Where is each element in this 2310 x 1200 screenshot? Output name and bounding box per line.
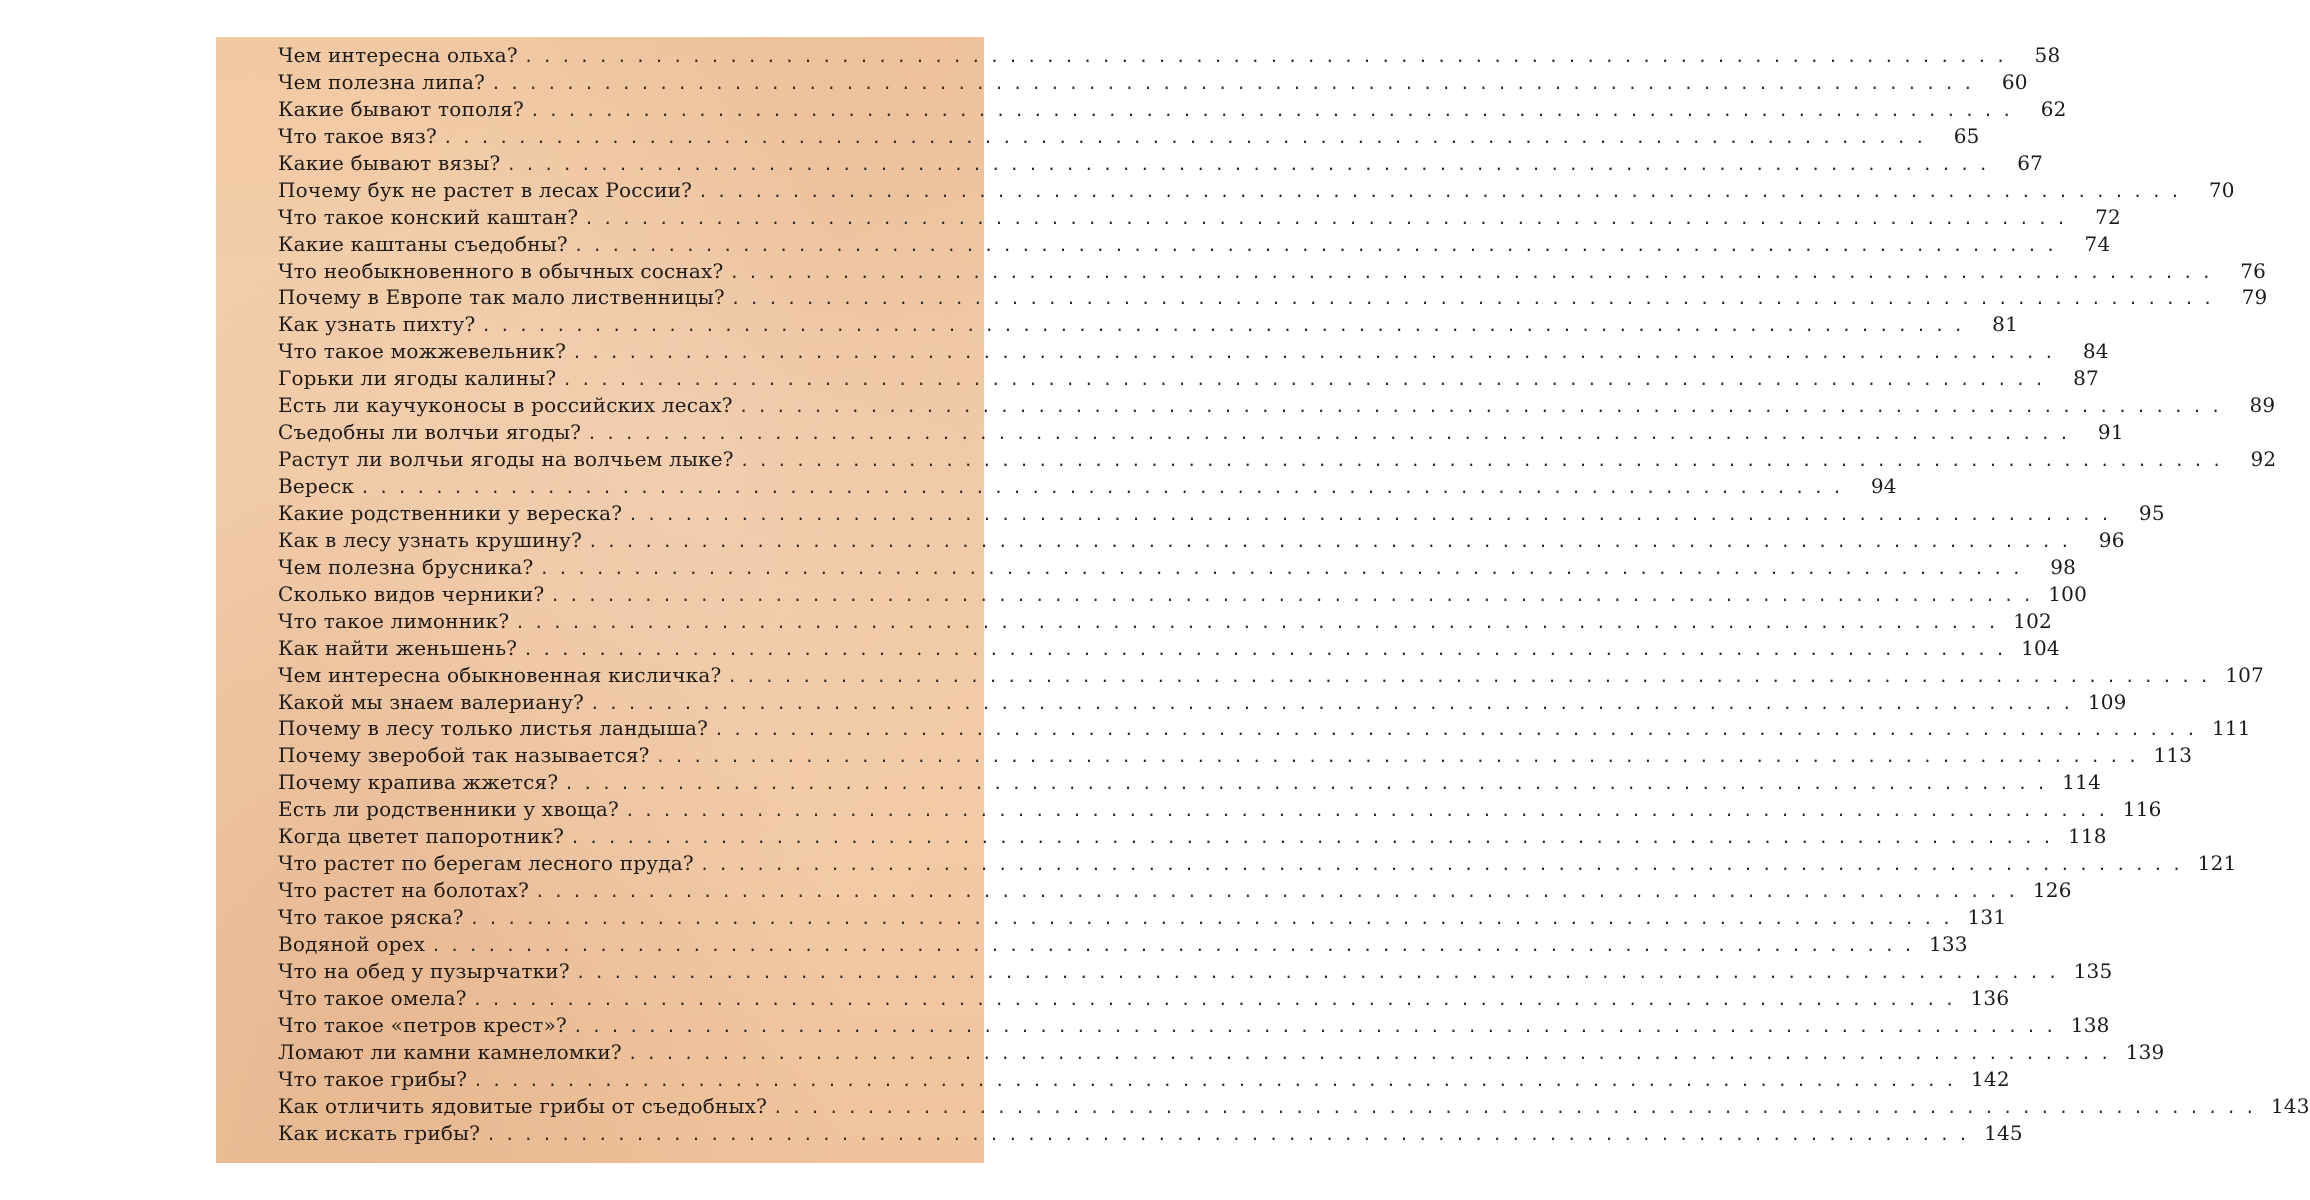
toc-entry-title: Что необыкновенного в обычных соснах? bbox=[278, 258, 724, 283]
toc-dot-leader: ................................................................................ bbox=[584, 208, 2075, 228]
toc-entry-page-number: 109 bbox=[2087, 689, 2127, 714]
toc-entry bbox=[278, 770, 2101, 797]
toc-entry bbox=[278, 554, 2077, 582]
toc-entry-page-number: 91 bbox=[2097, 420, 2124, 445]
toc-dot-leader: ................................................................................ bbox=[529, 100, 2021, 120]
toc-dot-leader: ................................................................................ bbox=[562, 370, 2053, 390]
toc-entry bbox=[278, 150, 2044, 178]
table-of-contents bbox=[278, 43, 2310, 1147]
toc-entry-page-number: 79 bbox=[2241, 285, 2268, 310]
toc-entry-page-number: 118 bbox=[2067, 824, 2107, 849]
toc-dot-leader: ................................................................................ bbox=[473, 1070, 1964, 1090]
toc-entry bbox=[278, 123, 1980, 151]
toc-entry-page-number: 121 bbox=[2197, 851, 2237, 876]
toc-entry bbox=[278, 258, 2267, 286]
toc-dot-leader: ................................................................................ bbox=[587, 424, 2078, 444]
toc-entry bbox=[278, 635, 2060, 663]
toc-entry-page-number: 74 bbox=[2084, 231, 2111, 256]
toc-dot-leader: ................................................................................ bbox=[727, 666, 2219, 686]
toc-entry bbox=[278, 958, 2113, 986]
toc-entry-page-number: 70 bbox=[2208, 177, 2235, 202]
toc-entry-page-number: 76 bbox=[2240, 258, 2267, 283]
toc-entry bbox=[278, 447, 2277, 474]
toc-entry-page-number: 72 bbox=[2095, 204, 2121, 229]
toc-entry-title: Вереск bbox=[278, 474, 355, 498]
toc-entry bbox=[278, 743, 2193, 770]
toc-entry bbox=[278, 985, 2010, 1013]
toc-entry-title: Что такое грибы? bbox=[278, 1066, 468, 1091]
toc-dot-leader: ................................................................................ bbox=[575, 962, 2067, 982]
toc-entry-page-number: 133 bbox=[1928, 931, 1968, 956]
toc-entry-page-number: 113 bbox=[2153, 743, 2193, 768]
toc-entry-title: Что такое «петров крест»? bbox=[278, 1012, 567, 1037]
toc-dot-leader: ................................................................................ bbox=[523, 639, 2014, 659]
toc-entry-page-number: 81 bbox=[1992, 312, 2019, 337]
toc-entry-title: Ломают ли камни камнеломки? bbox=[278, 1039, 622, 1064]
toc-dot-leader: ................................................................................ bbox=[539, 558, 2031, 578]
toc-entry-title: Какой мы знаем валериану? bbox=[278, 689, 584, 714]
toc-entry bbox=[278, 393, 2276, 420]
toc-entry-title: Как в лесу узнать крушину? bbox=[278, 527, 582, 552]
toc-entry-title: Что такое ряска? bbox=[278, 905, 464, 929]
toc-dot-leader: ................................................................................ bbox=[655, 747, 2147, 767]
toc-entry-page-number: 87 bbox=[2073, 366, 2099, 391]
toc-entry bbox=[278, 931, 1968, 959]
toc-entry-page-number: 131 bbox=[1967, 905, 2007, 929]
toc-dot-leader: ................................................................................ bbox=[628, 504, 2119, 524]
toc-entry-title: Чем полезна брусника? bbox=[278, 554, 534, 579]
toc-dot-leader: ................................................................................ bbox=[550, 585, 2041, 605]
toc-entry-title: Какие каштаны съедобны? bbox=[278, 231, 568, 256]
toc-entry-page-number: 138 bbox=[2070, 1012, 2110, 1037]
toc-dot-leader: ................................................................................ bbox=[491, 73, 1982, 93]
toc-entry-title: Что на обед у пузырчатки? bbox=[278, 958, 570, 983]
toc-entry bbox=[278, 716, 2251, 743]
toc-dot-leader: ................................................................................ bbox=[730, 289, 2222, 309]
toc-dot-leader: ................................................................................ bbox=[699, 855, 2191, 875]
toc-entry-title: Что такое вяз? bbox=[278, 123, 437, 148]
toc-entry bbox=[278, 69, 2028, 97]
toc-dot-leader: ................................................................................ bbox=[523, 47, 2015, 66]
toc-entry bbox=[278, 608, 2052, 636]
toc-dot-leader: ................................................................................ bbox=[739, 451, 2231, 471]
toc-entry bbox=[278, 1066, 2010, 1094]
toc-dot-leader: ................................................................................ bbox=[624, 801, 2116, 821]
toc-entry-page-number: 126 bbox=[2032, 878, 2072, 903]
toc-entry-title: Что растет на болотах? bbox=[278, 878, 530, 903]
toc-entry bbox=[278, 1012, 2110, 1040]
toc-entry-title: Какие бывают тополя? bbox=[278, 96, 524, 121]
toc-dot-leader: ................................................................................ bbox=[729, 262, 2221, 282]
toc-entry bbox=[278, 797, 2162, 824]
toc-entry-title: Сколько видов черники? bbox=[278, 581, 545, 606]
toc-entry-title: Съедобны ли волчьи ягоды? bbox=[278, 420, 582, 445]
toc-entry-page-number: 98 bbox=[2050, 554, 2077, 579]
toc-entry-title: Что такое лимонник? bbox=[278, 608, 510, 633]
toc-entry-page-number: 116 bbox=[2122, 797, 2162, 822]
toc-entry-title: Есть ли родственники у хвоща? bbox=[278, 797, 619, 822]
toc-entry bbox=[278, 96, 2067, 124]
toc-entry bbox=[278, 312, 2019, 339]
toc-entry bbox=[278, 878, 2072, 905]
toc-entry-title: Почему в Европе так мало лиственницы? bbox=[278, 285, 725, 310]
toc-entry-title: Что такое конский каштан? bbox=[278, 204, 579, 229]
toc-entry bbox=[278, 851, 2237, 878]
toc-entry bbox=[278, 204, 2121, 232]
toc-entry-title: Что растет по берегам лесного пруда? bbox=[278, 851, 694, 876]
toc-entry-page-number: 143 bbox=[2270, 1093, 2310, 1118]
toc-entry-page-number: 60 bbox=[2001, 69, 2028, 94]
toc-entry-title: Почему зверобой так называется? bbox=[278, 743, 650, 768]
toc-entry-title: Какие родственники у вереска? bbox=[278, 500, 623, 525]
toc-entry bbox=[278, 581, 2087, 609]
toc-entry-title: Водяной орех bbox=[278, 931, 426, 956]
toc-entry-page-number: 65 bbox=[1953, 123, 1980, 148]
toc-entry-page-number: 89 bbox=[2249, 393, 2276, 418]
toc-entry bbox=[278, 1039, 2165, 1067]
toc-entry bbox=[278, 339, 2109, 366]
toc-entry-title: Что такое можжевельник? bbox=[278, 339, 567, 364]
toc-dot-leader: ................................................................................ bbox=[627, 1043, 2119, 1063]
toc-entry-title: Почему бук не растет в лесах России? bbox=[278, 177, 693, 202]
toc-entry bbox=[278, 905, 2007, 932]
toc-entry-page-number: 136 bbox=[1970, 985, 2010, 1010]
toc-entry-title: Есть ли каучуконосы в российских лесах? bbox=[278, 393, 733, 418]
toc-entry-title: Когда цветет папоротник? bbox=[278, 824, 565, 849]
toc-dot-leader: ................................................................................ bbox=[588, 531, 2079, 551]
toc-entry bbox=[278, 474, 1897, 501]
toc-entry bbox=[278, 527, 2125, 555]
toc-entry-page-number: 84 bbox=[2082, 339, 2109, 364]
toc-entry-page-number: 95 bbox=[2138, 500, 2165, 525]
toc-entry bbox=[278, 285, 2268, 312]
toc-dot-leader: ................................................................................ bbox=[589, 693, 2081, 713]
toc-entry-page-number: 114 bbox=[2062, 770, 2101, 795]
toc-entry bbox=[278, 177, 2235, 205]
toc-entry-title: Чем интересна обыкновенная кисличка? bbox=[278, 662, 722, 687]
toc-entry bbox=[278, 500, 2165, 528]
toc-entry-page-number: 67 bbox=[2017, 150, 2044, 175]
toc-dot-leader: ................................................................................ bbox=[572, 1016, 2064, 1036]
toc-dot-leader: ................................................................................ bbox=[698, 181, 2189, 201]
toc-entry-page-number: 111 bbox=[2211, 716, 2251, 741]
toc-dot-leader: ................................................................................ bbox=[469, 909, 1961, 928]
toc-entry bbox=[278, 824, 2107, 851]
toc-entry-title: Как отличить ядовитые грибы от съедобных? bbox=[278, 1093, 768, 1118]
toc-entry-page-number: 100 bbox=[2048, 581, 2087, 606]
toc-entry bbox=[278, 231, 2111, 259]
toc-entry-title: Чем интересна ольха? bbox=[278, 43, 518, 67]
toc-dot-leader: ................................................................................ bbox=[442, 127, 1934, 147]
toc-dot-leader: ................................................................................ bbox=[773, 1097, 2264, 1117]
toc-dot-leader: ................................................................................ bbox=[572, 343, 2063, 363]
toc-dot-leader: ................................................................................ bbox=[714, 720, 2205, 740]
toc-entry-page-number: 145 bbox=[1984, 1120, 2023, 1145]
toc-entry-page-number: 58 bbox=[2034, 43, 2061, 67]
toc-dot-leader: ................................................................................ bbox=[506, 154, 1998, 174]
toc-entry-page-number: 92 bbox=[2250, 447, 2277, 472]
toc-dot-leader: ................................................................................ bbox=[573, 235, 2065, 255]
toc-entry-page-number: 139 bbox=[2125, 1039, 2165, 1064]
toc-entry bbox=[278, 1120, 2023, 1148]
toc-entry-title: Чем полезна липа? bbox=[278, 69, 486, 94]
toc-dot-leader: ................................................................................ bbox=[360, 478, 1851, 497]
toc-entry bbox=[278, 662, 2265, 690]
toc-entry-title: Почему в лесу только листья ландыша? bbox=[278, 716, 709, 741]
toc-dot-leader: ................................................................................ bbox=[535, 882, 2026, 902]
toc-entry-page-number: 102 bbox=[2013, 608, 2052, 633]
toc-entry-page-number: 107 bbox=[2225, 662, 2265, 687]
toc-entry-title: Горьки ли ягоды калины? bbox=[278, 366, 557, 391]
toc-dot-leader: ................................................................................ bbox=[738, 397, 2230, 417]
toc-entry-page-number: 62 bbox=[2040, 96, 2067, 121]
toc-entry-title: Как найти женьшень? bbox=[278, 635, 518, 660]
toc-entry-title: Какие бывают вязы? bbox=[278, 150, 501, 175]
toc-entry bbox=[278, 420, 2124, 447]
toc-entry-page-number: 135 bbox=[2073, 958, 2113, 983]
toc-dot-leader: ................................................................................ bbox=[431, 935, 1922, 955]
toc-entry bbox=[278, 43, 2061, 70]
toc-dot-leader: ................................................................................ bbox=[515, 612, 2006, 632]
toc-entry-page-number: 96 bbox=[2098, 527, 2125, 552]
toc-entry-title: Как узнать пихту? bbox=[278, 312, 476, 337]
toc-entry-title: Как искать грибы? bbox=[278, 1120, 481, 1145]
toc-entry-title: Растут ли волчьи ягоды на волчьем лыке? bbox=[278, 447, 734, 472]
book-page bbox=[216, 37, 2310, 1163]
toc-dot-leader: ................................................................................ bbox=[481, 316, 1973, 336]
toc-entry bbox=[278, 1093, 2310, 1121]
toc-entry-page-number: 142 bbox=[1970, 1066, 2010, 1091]
toc-dot-leader: ................................................................................ bbox=[564, 774, 2055, 794]
toc-entry-page-number: 94 bbox=[1870, 474, 1897, 498]
toc-entry-page-number: 104 bbox=[2021, 635, 2060, 660]
toc-dot-leader: ................................................................................ bbox=[486, 1124, 1977, 1144]
toc-dot-leader: ................................................................................ bbox=[570, 828, 2061, 848]
toc-dot-leader: ................................................................................ bbox=[472, 989, 1964, 1009]
toc-entry bbox=[278, 366, 2099, 393]
toc-entry bbox=[278, 689, 2127, 717]
toc-entry-title: Почему крапива жжется? bbox=[278, 770, 559, 795]
toc-entry-title: Что такое омела? bbox=[278, 985, 467, 1010]
